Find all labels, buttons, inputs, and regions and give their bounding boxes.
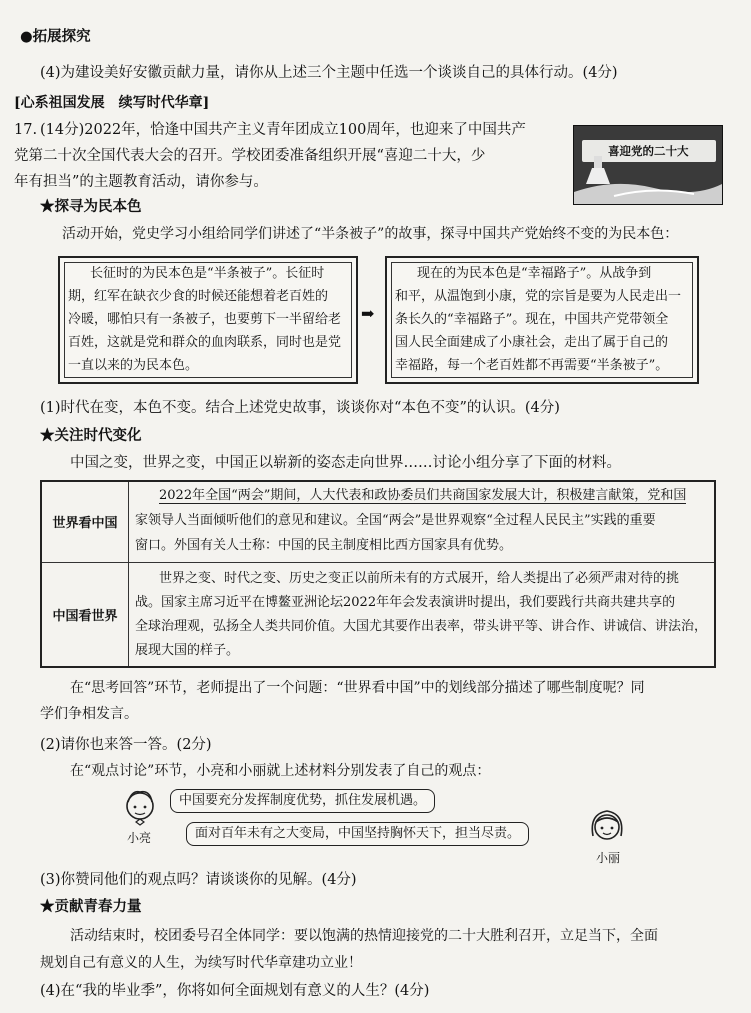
right-box-line-5: 幸福路，每一个老百姓都不再需要“半条被子”。 bbox=[395, 358, 669, 373]
left-box-line-5: 一直以来的为民本色。 bbox=[68, 358, 199, 373]
left-box-line-1: 长征时的为民本色是“半条被子”。长征时 bbox=[90, 266, 325, 281]
question-17-line-2: 党第二十次全国代表大会的召开。学校团委准备组织开展“喜迎二十大，少 bbox=[14, 148, 486, 164]
expand-heading: ●拓展探究 bbox=[20, 28, 91, 45]
question-2: (2)请你也来答一答。(2分) bbox=[40, 737, 212, 753]
materials-table bbox=[40, 480, 716, 668]
girl-avatar-icon bbox=[587, 806, 627, 848]
temple-of-heaven-icon bbox=[574, 126, 722, 204]
girl-speech-bubble: 面对百年未有之大变局，中国坚持胸怀天下，担当尽责。 bbox=[186, 822, 529, 846]
part3-line-2: 规划自己有意义的人生，为续写时代华章建功立业！ bbox=[40, 955, 362, 971]
material-world-sees-china bbox=[129, 481, 716, 562]
right-arrow-icon: ➡ bbox=[361, 304, 375, 323]
congress-poster-image bbox=[573, 125, 723, 205]
right-box-line-1: 现在的为民本色是“幸福路子”。从战争到 bbox=[417, 266, 652, 281]
part1-intro: 活动开始，党史学习小组给同学们讲述了“半条被子”的故事，探寻中国共产党始终不变的为民本色： bbox=[62, 226, 679, 242]
row2-line-4: 展现大国的样子。 bbox=[135, 642, 240, 658]
row1-line-2: 家领导人当面倾听他们的意见和建议。全国“两会”是世界观察“全过程人民民主”实践的重要 bbox=[135, 513, 656, 528]
question-17-number: 17. bbox=[14, 122, 38, 138]
question-1: (1)时代在变，本色不变。结合上述党史故事，谈谈你对“本色不变”的认识。(4分) bbox=[40, 400, 560, 416]
left-box-line-3: 冷暖，哪怕只有一条被子，也要剪下一半留给老 bbox=[68, 312, 342, 327]
right-box-line-2: 和平，从温饱到小康，党的宗旨是要为人民走出一 bbox=[395, 289, 682, 304]
part2-intro: 中国之变，世界之变，中国正以崭新的姿态走向世界……讨论小组分享了下面的材料。 bbox=[70, 455, 621, 471]
poster-text: 喜迎党的二十大 bbox=[608, 144, 689, 158]
left-box-line-2: 期，红军在缺衣少食的时候还能想着老百姓的 bbox=[68, 289, 329, 304]
discuss-intro: 在“观点讨论”环节，小亮和小丽就上述材料分别发表了自己的观点： bbox=[70, 763, 491, 779]
row2-line-2: 战。国家主席习近平在博鳌亚洲论坛2022年年会发表演讲时提出，我们要践行共商共建共享的 bbox=[135, 594, 676, 610]
question-4-prev: (4)为建设美好安徽贡献力量，请你从上述三个主题中任选一个谈谈自己的具体行动。(4分) bbox=[40, 65, 618, 81]
story-box-happy-road bbox=[385, 256, 699, 384]
row1-line-3: 窗口。外国有关人士称：中国的民主制度相比西方国家具有优势。 bbox=[135, 538, 513, 553]
question-17-line-1: (14分)2022年，恰逢中国共产主义青年团成立100周年，也迎来了中国共产 bbox=[40, 122, 526, 138]
theme-tag: [心系祖国发展 续写时代华章] bbox=[14, 95, 210, 111]
boy-avatar-icon bbox=[122, 788, 158, 828]
row-label-world-sees-china: 世界看中国 bbox=[41, 481, 129, 562]
row-label-china-sees-world: 中国看世界 bbox=[41, 562, 129, 667]
story-box-half-quilt bbox=[58, 256, 358, 384]
question-3: (3)你赞同他们的观点吗？请谈谈你的见解。(4分) bbox=[40, 872, 357, 888]
row1-line-1: 2022年全国“两会”期间，人大代表和政协委员们共商国家发展大计，积极建言献策，党和国 bbox=[159, 488, 687, 503]
right-box-line-4: 国人民全面建成了小康社会，走出了属于自己的 bbox=[395, 335, 669, 350]
right-box-line-3: 条长久的“幸福路子”。现在，中国共产党带领全 bbox=[395, 312, 669, 327]
question-4: (4)在“我的毕业季”，你将如何全面规划有意义的人生？(4分) bbox=[40, 983, 430, 999]
left-box-line-4: 百姓，这就是党和群众的血肉联系，同时也是党 bbox=[68, 335, 342, 350]
girl-name: 小丽 bbox=[596, 851, 621, 865]
think-line-2: 学们争相发言。 bbox=[40, 706, 138, 722]
part3-line-1: 活动结束时，校团委号召全体同学：要以饱满的热情迎接党的二十大胜利召开，立足当下，全面 bbox=[70, 928, 658, 944]
boy-name: 小亮 bbox=[127, 831, 152, 845]
row2-line-3: 全球治理观，弘扬全人类共同价值。大国尤其要作出表率，带头讲平等、讲合作、讲诚信、讲法治， bbox=[135, 618, 708, 634]
question-17-line-3: 年有担当”的主题教育活动，请你参与。 bbox=[14, 174, 268, 190]
section-heading-origin: ★探寻为民本色 bbox=[40, 198, 142, 215]
boy-speech-bubble: 中国要充分发挥制度优势，抓住发展机遇。 bbox=[170, 789, 435, 813]
row2-line-1: 世界之变、时代之变、历史之变正以前所未有的方式展开，给人类提出了必须严肃对待的挑 bbox=[159, 570, 680, 586]
section-heading-youth: ★贡献青春力量 bbox=[40, 898, 142, 915]
material-china-sees-world bbox=[129, 562, 716, 667]
section-heading-changes: ★关注时代变化 bbox=[40, 427, 142, 444]
think-line-1: 在“思考回答”环节，老师提出了一个问题：“世界看中国”中的划线部分描述了哪些制度呢？同 bbox=[70, 680, 645, 696]
